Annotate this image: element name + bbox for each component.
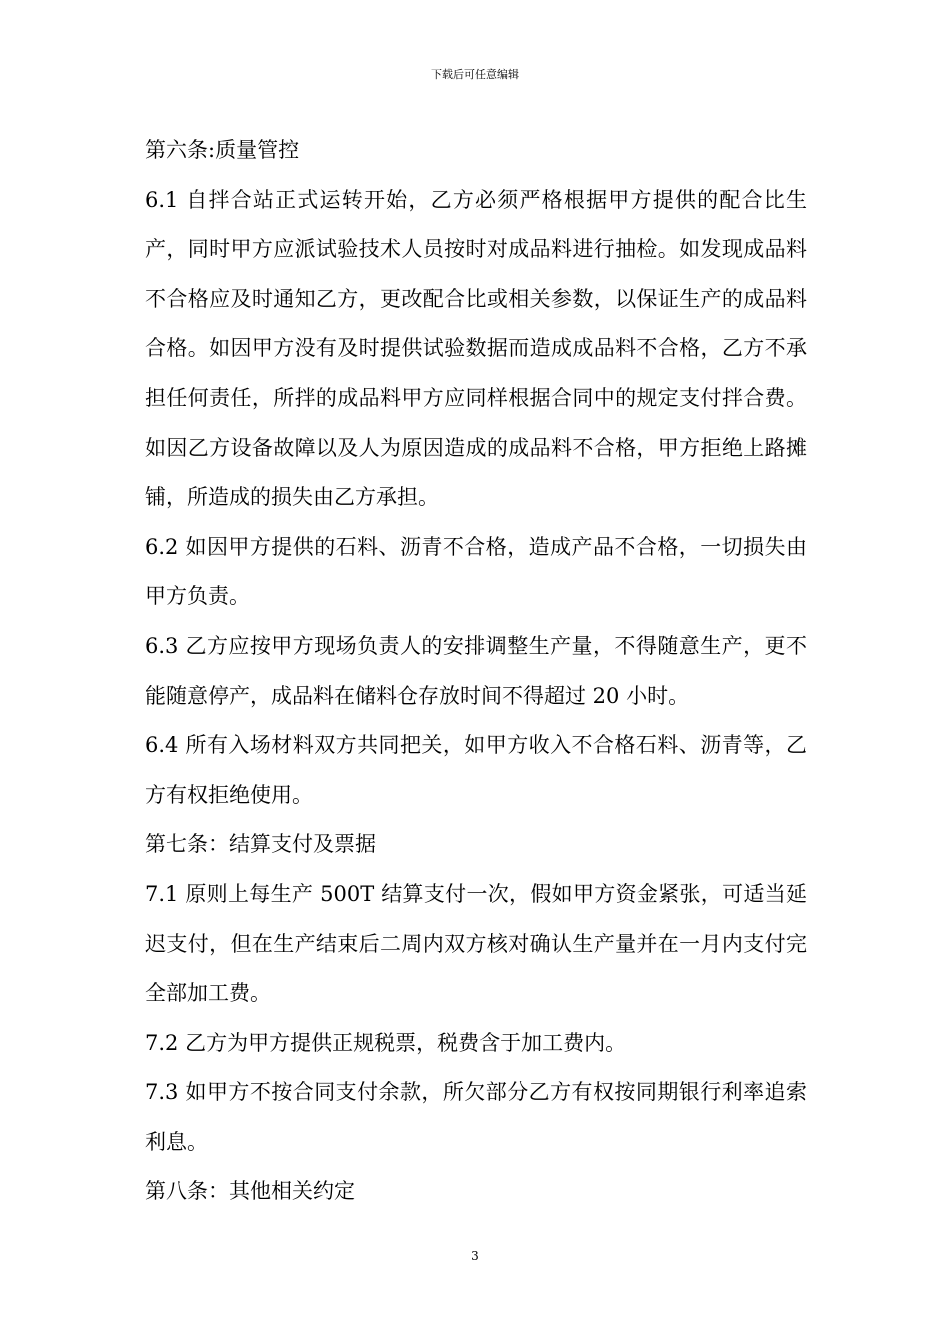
page-header: 下载后可任意编辑 [431,68,519,81]
clause-paragraph: 6.2 如因甲方提供的石料、沥青不合格，造成产品不合格，一切损失由甲方负责。 [145,534,807,609]
clause-paragraph: 7.2 乙方为甲方提供正规税票，税费含于加工费内。 [145,1030,627,1055]
clause-paragraph: 6.3 乙方应按甲方现场负责人的安排调整生产量，不得随意生产，更不能随意停产，成品料在储料仓存放时间不得超过 20 小时。 [145,633,807,708]
clause-paragraph: 6.4 所有入场材料双方共同把关，如甲方收入不合格石料、沥青等，乙方有权拒绝使用。 [145,733,807,807]
section-heading: 第七条：结算支付及票据 [145,832,376,857]
section-heading: 第八条：其他相关约定 [145,1179,355,1204]
clause-paragraph: 6.1 自拌合站正式运转开始，乙方必须严格根据甲方提供的配合比生产，同时甲方应派试验技术人员按时对成品料进行抽检。如发现成品料不合格应及时通知乙方，更改配合比或相关参数，以保证生产的成品料合格。如因甲方没有及时提供试验数据而造成成品料不合格，乙方不承担任何责任，所拌的成品料甲方应同样根据合同中的规定支付拌合费。如因乙方设备故障以及人为原因造成的成品料不合格，甲方拒绝上路摊铺，所造成的损失由乙方承担。 [145,187,807,510]
clause-paragraph: 7.3 如甲方不按合同支付余款，所欠部分乙方有权按同期银行利率追索利息。 [145,1080,807,1154]
section-heading: 第六条:质量管控 [145,138,300,162]
page-number: 3 [471,1249,479,1263]
clause-paragraph: 7.1 原则上每生产 500T 结算支付一次，假如甲方资金紧张，可适当延迟支付，但在生产结束后二周内双方核对确认生产量并在一月内支付完全部加工费。 [145,881,807,1006]
document-body [145,126,807,1217]
